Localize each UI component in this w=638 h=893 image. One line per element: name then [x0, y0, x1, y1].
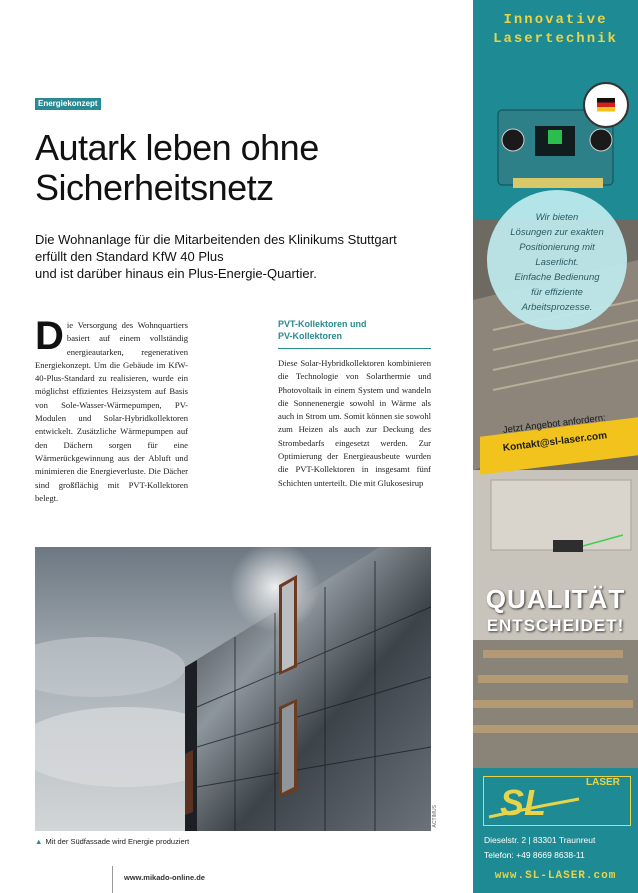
- offer-line: Einfache Bedienung: [514, 272, 600, 283]
- ad-cta-label: Jetzt Angebot anfordern:: [502, 412, 607, 436]
- section-badge: Energiekonzept: [35, 98, 101, 110]
- sl-logo-icon: [484, 777, 584, 825]
- article-title: [35, 128, 445, 208]
- flag-icon: [585, 84, 627, 126]
- photo-credit: ACTIMUS: [432, 805, 438, 828]
- photo-caption: [35, 837, 189, 846]
- body-text: Diese Solar-Hybridkollektoren kombinieren die Technologie von Solarthermie und Photovoltaik in einem System und wandeln die Sonnenenergie sowohl in Wärme als auch in Strom um. Somit können sie sowohl zum Heizen als auch zur Deckung des Strombedarfs eingesetzt werden. Zur Optimierung der Energieausbeute wurden die PVT-Kollektoren in insgesamt fünf Schichten unterteilt. Die mit Glukosesirup: [278, 358, 431, 488]
- offer-line: Lösungen zur exakten: [510, 227, 604, 238]
- subheading-line-1: PVT-Kollektoren und: [278, 319, 367, 329]
- lead-line: Die Wohnanlage für die Mitarbeitenden des Klinikums Stuttgart: [35, 232, 397, 247]
- caption-marker-icon: ▲: [35, 837, 43, 846]
- made-in-germany-seal: [583, 82, 629, 128]
- ad-offer-text: [497, 210, 617, 315]
- article-lead: [35, 231, 445, 282]
- ad-headline-2: Lasertechnik: [493, 31, 618, 47]
- offer-line: Positionierung mit Laserlicht.: [519, 242, 595, 268]
- facade-illustration: [35, 547, 431, 831]
- body-text: ie Versorgung des Wohnquartiers basiert auf einem vollständig energieautarken, regenerativen Energiekonzept. Um die Gebäude im KfW-40-Plus-Standard zu realisieren, wurde ein möglichst effizientes Heizsystem auf Basis von Sole-Wasser-Wärmepumpen, PV-Modulen und Solar-Hybridkollektoren entwickelt. Zusätzliche Wärmepumpen auf den Dächern sorgen für eine Wärmerückgewinnung aus der Abluft und minimieren die Energieverluste. Die Dächer sind großflächig mit PVT-Kollektoren belegt.: [35, 320, 188, 503]
- ad-offer-bubble: [487, 190, 627, 330]
- sl-logo-mark: SL: [500, 782, 547, 823]
- subheading-line-2: PV-Kollektoren: [278, 331, 343, 341]
- title-line-1: Autark leben ohne: [35, 127, 319, 168]
- drop-cap: D: [35, 314, 64, 358]
- facade-photo: [35, 547, 431, 831]
- ad-quality-line-2: ENTSCHEIDET!: [486, 616, 625, 635]
- offer-line: Wir bieten: [535, 212, 579, 223]
- body-column-1: [35, 314, 188, 505]
- caption-text: Mit der Südfassade wird Energie produziert: [45, 837, 190, 846]
- offer-line: Arbeitsprozesse.: [521, 302, 593, 313]
- ad-contact-block: [473, 768, 638, 893]
- laser-advertisement[interactable]: [473, 0, 638, 893]
- ad-cta-email[interactable]: Kontakt@sl-laser.com: [502, 430, 608, 454]
- footer-divider: [112, 866, 113, 893]
- subheading-divider: [278, 348, 431, 349]
- lead-line: und ist darüber hinaus ein Plus-Energie-Quartier.: [35, 266, 317, 281]
- ad-address: Dieselstr. 2 | 83301 Traunreut: [484, 835, 596, 845]
- ad-website[interactable]: www.SL-LASER.com: [494, 870, 617, 882]
- ad-logo-text: LASER: [586, 777, 620, 788]
- ad-headline-1: Innovative: [503, 12, 608, 28]
- body-column-2: [278, 357, 431, 490]
- title-line-2: Sicherheitsnetz: [35, 167, 274, 208]
- offer-line: für effiziente: [531, 287, 583, 298]
- lead-line: erfüllt den Standard KfW 40 Plus: [35, 249, 224, 264]
- ad-phone[interactable]: Telefon: +49 8669 8638-11: [484, 850, 585, 860]
- subheading: [278, 318, 431, 342]
- footer-url[interactable]: www.mikado-online.de: [124, 873, 205, 882]
- ad-quality-line-1: QUALITÄT: [485, 584, 626, 614]
